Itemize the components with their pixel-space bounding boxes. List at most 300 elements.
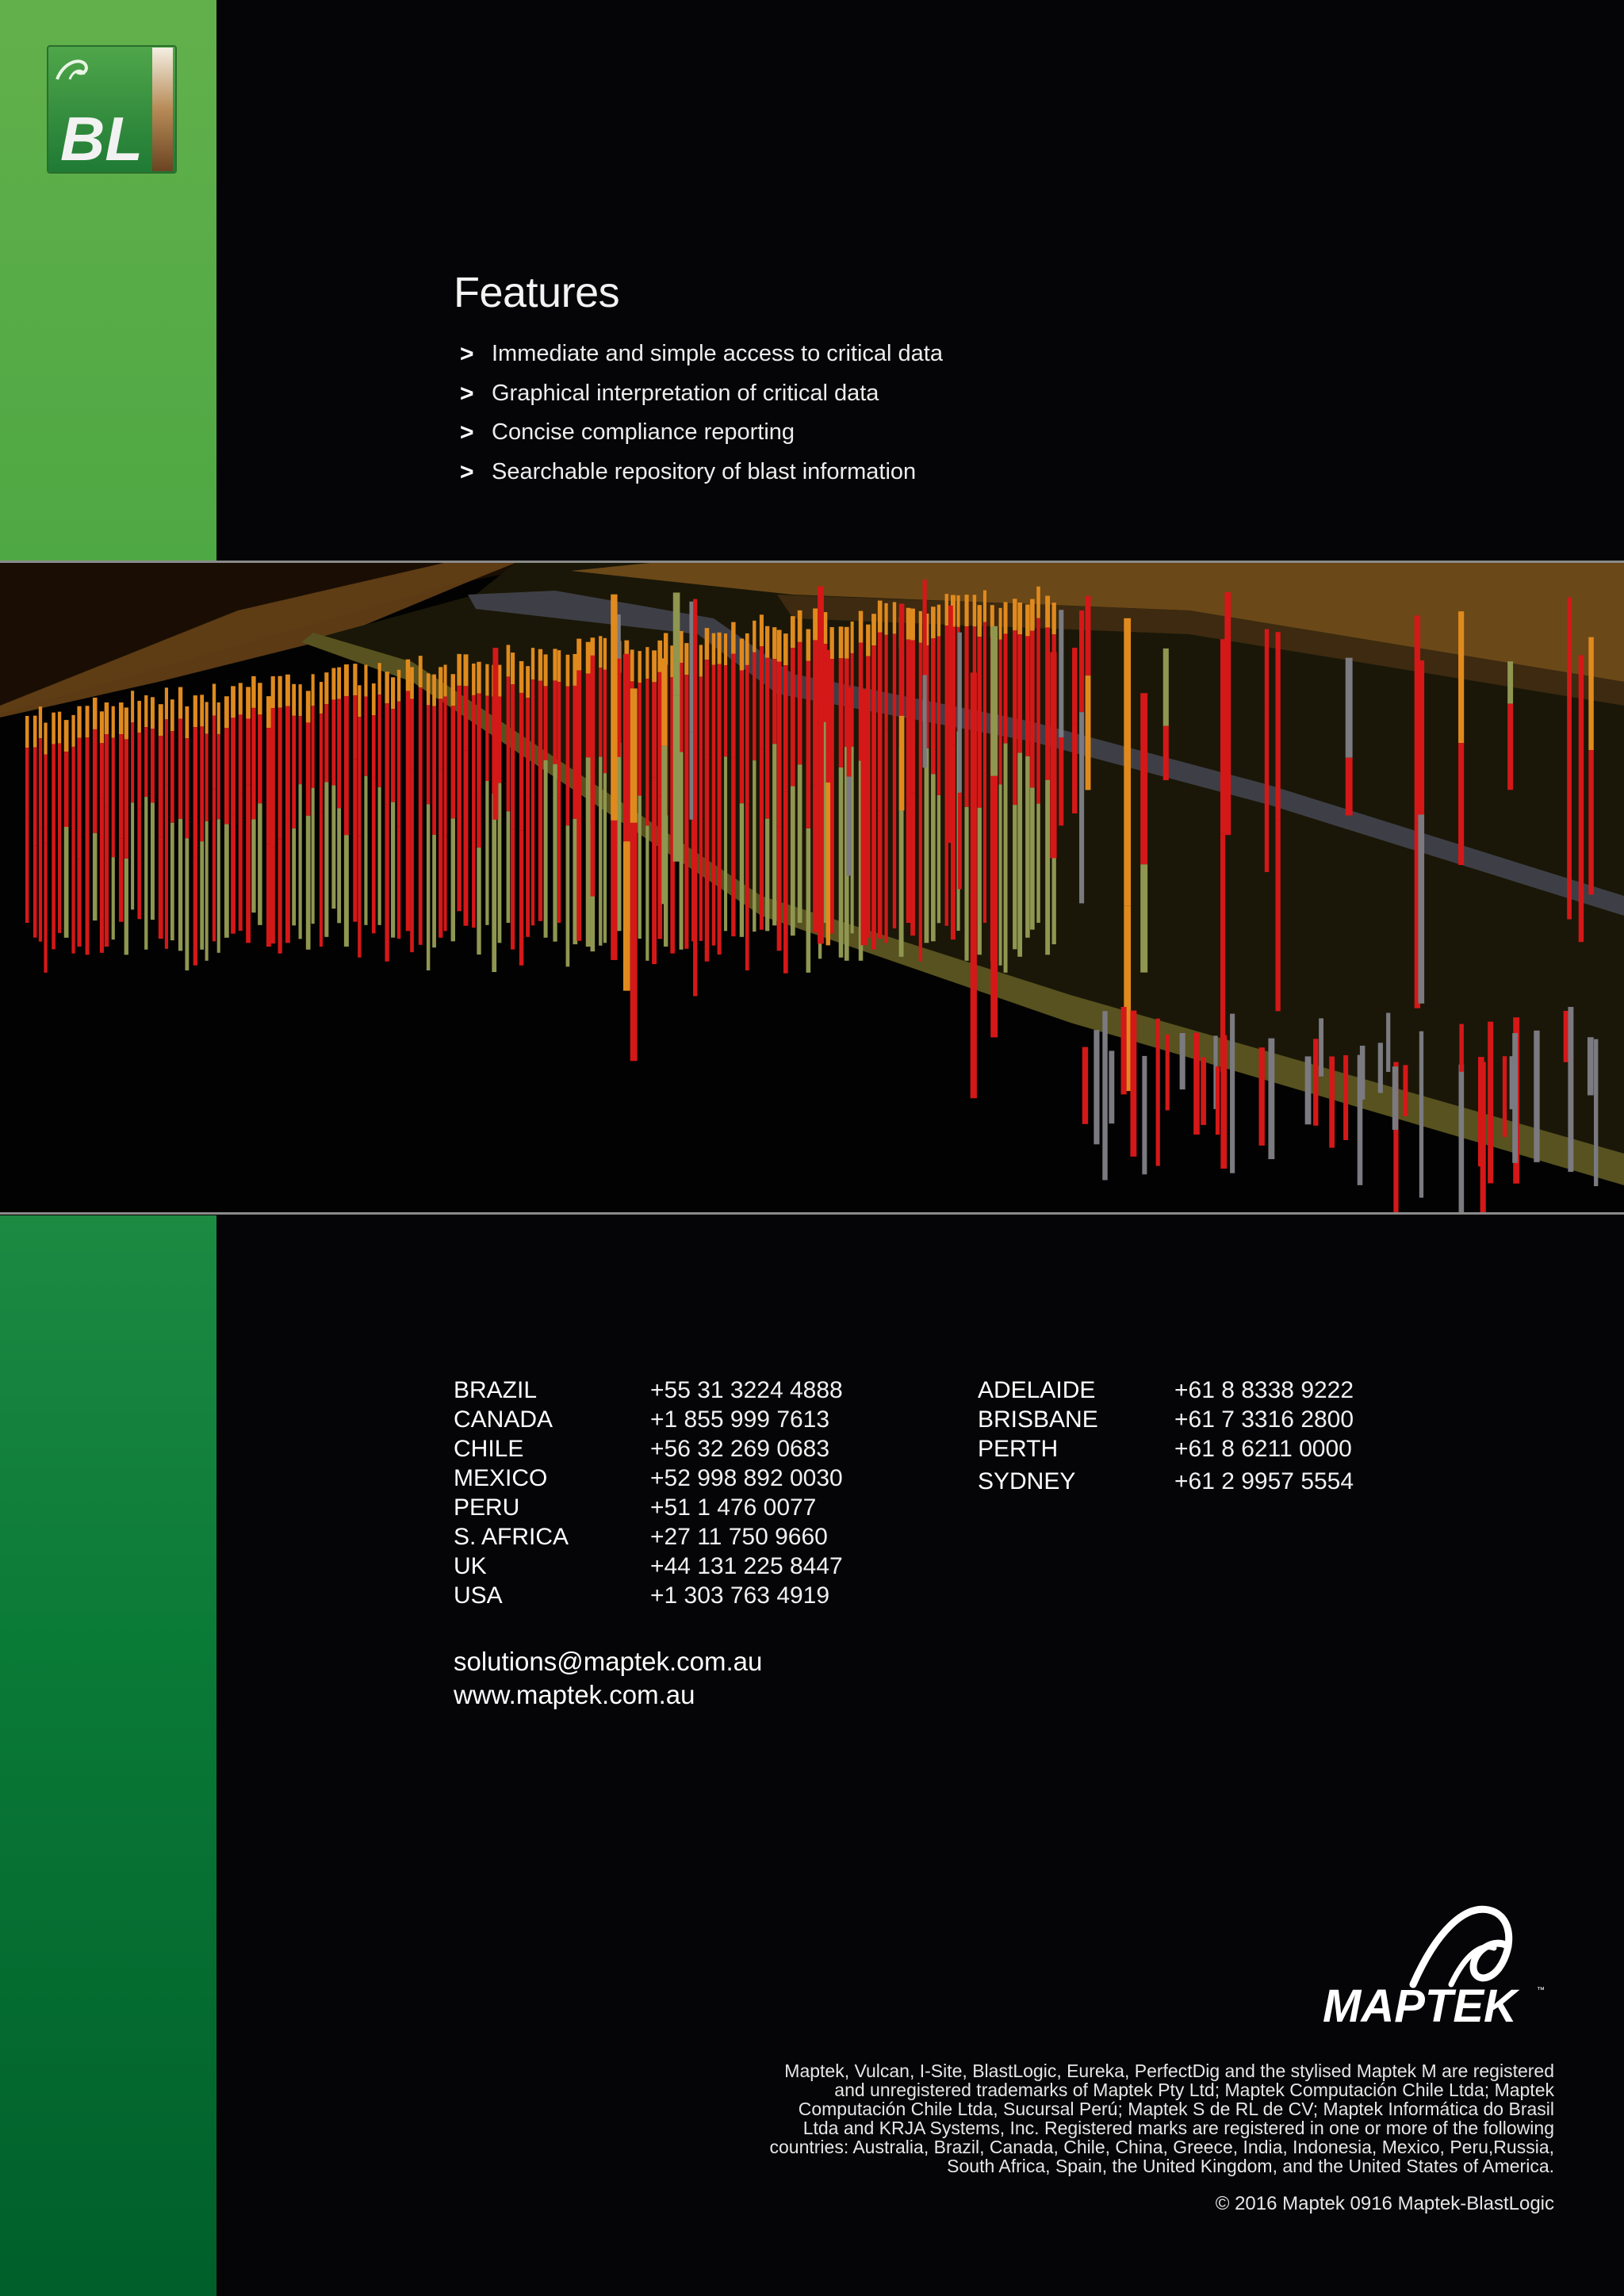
blast-hole-segment — [919, 611, 922, 643]
blast-hole-segment — [1392, 1066, 1399, 1130]
blast-hole-segment — [1459, 1065, 1465, 1212]
blast-hole-segment — [740, 803, 744, 936]
blast-hole-segment — [899, 716, 905, 810]
blast-hole-segment — [1224, 592, 1231, 751]
blast-hole-segment — [391, 802, 395, 938]
blast-hole-segment — [586, 757, 591, 947]
blast-hole-segment — [492, 794, 496, 972]
blast-hole-segment — [661, 746, 667, 905]
blast-hole-segment — [1313, 1039, 1318, 1125]
blast-hole-segment — [419, 817, 423, 944]
blast-hole-segment — [320, 682, 323, 714]
blast-hole-segment — [526, 797, 530, 937]
blast-hole-segment — [1036, 587, 1040, 618]
blast-hole-segment — [33, 716, 37, 748]
blast-hole-segment — [553, 764, 557, 942]
blast-hole-segment — [1025, 636, 1030, 756]
blast-hole-segment — [531, 648, 534, 679]
blast-hole-segment — [1072, 724, 1078, 813]
feature-item: > Searchable repository of blast information — [460, 453, 943, 492]
blast-hole-segment — [1017, 753, 1022, 957]
office-row: UK +44 131 225 8447 — [454, 1553, 843, 1579]
blast-hole-segment — [638, 683, 642, 796]
blast-hole-segment — [358, 717, 361, 836]
blast-hole-segment — [652, 778, 657, 964]
blast-hole-segment — [372, 715, 376, 777]
blast-hole-segment — [385, 804, 389, 961]
blast-hole-segment — [899, 603, 905, 715]
blast-hole-segment — [1180, 1033, 1185, 1089]
blast-hole-segment — [1036, 618, 1040, 804]
blast-hole-segment — [1079, 712, 1084, 903]
blast-hole-segment — [931, 638, 936, 774]
blast-hole-segment — [798, 642, 802, 764]
blast-hole-segment — [472, 794, 476, 928]
blast-hole-segment — [1305, 1056, 1312, 1124]
blast-hole-segment — [1265, 629, 1269, 705]
office-row: ADELAIDE +61 8 8338 9222 — [978, 1377, 1354, 1403]
blast-hole-segment — [159, 704, 163, 736]
blast-hole-segment — [331, 786, 335, 909]
blast-hole-segment — [432, 835, 436, 947]
blast-hole-segment — [112, 706, 115, 738]
blast-hole-segment — [1579, 773, 1584, 942]
blast-hole-segment — [285, 817, 290, 943]
blast-hole-segment — [1030, 631, 1035, 788]
blast-hole-segment — [847, 777, 852, 876]
blast-hole-segment — [1079, 610, 1084, 712]
blast-hole-segment — [419, 687, 423, 817]
blast-hole-segment — [246, 718, 251, 784]
blast-hole-segment — [712, 665, 716, 747]
blast-hole-segment — [170, 823, 174, 940]
blast-hole-segment — [427, 705, 430, 804]
svg-text:BL: BL — [60, 104, 143, 174]
blast-hole-segment — [531, 757, 534, 925]
blast-hole-segment — [958, 793, 962, 890]
blast-hole-segment — [397, 670, 400, 702]
blast-hole-segment — [772, 744, 776, 925]
blast-hole-segment — [745, 804, 749, 970]
blast-hole-segment — [1329, 1056, 1335, 1147]
blast-hole-segment — [119, 734, 124, 838]
blast-hole-segment — [205, 702, 209, 733]
blast-hole-segment — [1480, 1062, 1486, 1212]
blast-hole-segment — [485, 664, 488, 696]
blast-hole-segment — [1017, 603, 1022, 634]
blast-hole-segment — [77, 859, 81, 947]
blast-hole-segment — [71, 814, 75, 953]
blast-hole-segment — [86, 826, 90, 955]
blast-hole-segment — [829, 753, 833, 933]
blast-hole-segment — [278, 839, 282, 954]
blast-hole-segment — [945, 794, 948, 926]
blast-hole-segment — [224, 728, 229, 824]
blast-hole-segment — [100, 798, 104, 953]
blast-hole-segment — [1534, 1031, 1539, 1162]
blast-hole-segment — [772, 659, 776, 744]
blast-hole-segment — [137, 733, 141, 809]
blast-hole-segment — [224, 696, 229, 728]
blast-hole-segment — [511, 829, 515, 950]
features-title: Features — [454, 269, 620, 316]
blast-hole-segment — [1124, 618, 1131, 906]
blast-hole-segment — [1156, 1019, 1160, 1166]
blast-hole-segment — [1343, 1055, 1348, 1140]
blast-hole-segment — [603, 670, 607, 773]
blast-hole-segment — [306, 722, 311, 815]
blast-hole-segment — [312, 788, 315, 924]
blast-hole-segment — [1166, 1035, 1170, 1111]
blast-hole-segment — [200, 726, 204, 841]
blast-hole-segment — [1512, 1033, 1518, 1163]
blast-hole-segment — [337, 699, 341, 809]
blast-hole-segment — [131, 802, 134, 909]
blast-hole-segment — [185, 738, 189, 838]
blast-hole-segment — [652, 682, 657, 777]
blast-hole-segment — [231, 686, 236, 718]
office-row: S. AFRICA +27 11 750 9660 — [454, 1524, 828, 1550]
blast-hole-segment — [25, 748, 29, 816]
blast-hole-segment — [826, 783, 830, 945]
chevron-right-icon: > — [460, 419, 474, 446]
blast-hole-segment — [485, 696, 488, 781]
blast-hole-segment — [385, 672, 389, 703]
blast-hole-segment — [246, 687, 251, 718]
blast-hole-segment — [884, 603, 887, 635]
blast-hole-segment — [278, 708, 282, 839]
blast-hole-segment — [1045, 595, 1050, 627]
blast-hole-segment — [391, 709, 395, 802]
website-link[interactable]: www.maptek.com.au — [454, 1680, 695, 1709]
blast-hole-segment — [753, 760, 756, 932]
blast-hole-segment — [312, 674, 315, 706]
blast-hole-segment — [964, 595, 968, 626]
blast-hole-segment — [1193, 1033, 1200, 1135]
blast-hole-segment — [324, 704, 328, 782]
blast-hole-segment — [285, 706, 290, 817]
blast-hole-segment — [77, 738, 81, 859]
blast-hole-segment — [1216, 1066, 1220, 1135]
blast-hole-segment — [978, 808, 982, 955]
blast-hole-segment — [798, 610, 802, 642]
blast-hole-segment — [945, 626, 948, 794]
blast-hole-segment — [1220, 1035, 1227, 1169]
blast-hole-segment — [1588, 637, 1593, 750]
blast-hole-segment — [1045, 627, 1050, 779]
blast-hole-segment — [170, 731, 174, 823]
blast-hole-segment — [645, 825, 649, 960]
blast-hole-segment — [39, 706, 42, 738]
blast-hole-segment — [557, 798, 561, 923]
blast-hole-segment — [439, 698, 442, 769]
blast-hole-segment — [617, 743, 621, 931]
blast-hole-segment — [39, 738, 42, 828]
blast-hole-segment — [906, 804, 911, 923]
blast-hole-segment — [52, 807, 56, 949]
blast-hole-segment — [385, 703, 389, 804]
blast-hole-segment — [320, 811, 323, 947]
blast-hole-segment — [718, 664, 722, 768]
blast-hole-segment — [937, 637, 940, 795]
blast-hole-segment — [306, 691, 311, 722]
blast-hole-segment — [893, 633, 896, 717]
blast-hole-segment — [645, 679, 649, 825]
blast-hole-segment — [100, 711, 104, 743]
blast-hole-segment — [878, 601, 883, 633]
blast-hole-segment — [397, 702, 400, 827]
blast-hole-segment — [205, 733, 209, 821]
blast-hole-segment — [1579, 655, 1584, 773]
office-row: BRAZIL +55 31 3224 4888 — [454, 1377, 843, 1403]
blast-hole-segment — [1109, 1050, 1114, 1123]
blast-hole-segment — [806, 828, 811, 973]
blast-hole-segment — [239, 794, 243, 931]
blast-hole-segment — [818, 696, 824, 943]
blast-hole-segment — [472, 664, 476, 695]
blast-hole-segment — [526, 698, 530, 797]
blast-hole-segment — [611, 595, 617, 821]
blast-hole-segment — [178, 819, 182, 951]
blast-hole-segment — [937, 795, 940, 923]
blast-hole-segment — [239, 714, 243, 794]
blast-hole-segment — [956, 595, 959, 627]
blast-hole-segment — [839, 767, 844, 958]
blast-hole-segment — [119, 702, 124, 734]
green-sidebar-bottom — [0, 1215, 216, 2296]
blast-hole-segment — [25, 716, 29, 748]
blast-hole-segment — [861, 689, 868, 798]
blast-hole-segment — [576, 671, 581, 834]
blast-hole-segment — [753, 652, 756, 760]
blast-hole-segment — [231, 718, 236, 815]
blast-hole-segment — [630, 823, 638, 1061]
blast-hole-segment — [859, 611, 863, 643]
blast-hole-segment — [823, 612, 827, 644]
office-row: BRISBANE +61 7 3316 2800 — [978, 1406, 1354, 1433]
blast-hole-segment — [52, 744, 56, 808]
office-row: CHILE +56 32 269 0683 — [454, 1436, 830, 1462]
blast-hole-segment — [919, 815, 922, 962]
blast-visualization-image — [0, 561, 1624, 1215]
blast-hole-segment — [724, 665, 727, 756]
blast-hole-segment — [661, 658, 667, 745]
blast-hole-segment — [217, 819, 220, 952]
blast-hole-segment — [611, 821, 617, 960]
blast-hole-segment — [599, 636, 602, 668]
blast-hole-segment — [213, 790, 216, 942]
blast-hole-segment — [1130, 1011, 1136, 1157]
blast-hole-segment — [591, 656, 596, 750]
blast-hole-segment — [699, 645, 703, 676]
blast-hole-segment — [1507, 704, 1513, 790]
blast-hole-segment — [772, 627, 776, 659]
blast-hole-segment — [451, 674, 455, 706]
blast-hole-segment — [105, 702, 109, 734]
blast-hole-segment — [1030, 599, 1035, 631]
blast-hole-segment — [331, 668, 335, 700]
blast-hole-segment — [1102, 1011, 1107, 1180]
blast-hole-segment — [71, 715, 75, 747]
blast-hole-segment — [165, 784, 168, 948]
blast-hole-segment — [910, 641, 915, 794]
blast-hole-segment — [457, 811, 461, 911]
blast-hole-segment — [492, 763, 498, 820]
office-row: PERTH +61 8 6211 0000 — [978, 1436, 1352, 1462]
blast-hole-segment — [871, 645, 876, 778]
blast-hole-segment — [718, 633, 722, 664]
blast-hole-segment — [251, 819, 255, 913]
blast-hole-segment — [978, 637, 982, 808]
blast-hole-segment — [1594, 1039, 1598, 1186]
blast-hole-segment — [1419, 1031, 1423, 1198]
blast-hole-segment — [410, 698, 414, 769]
blast-hole-segment — [58, 840, 61, 933]
blast-hole-segment — [200, 695, 204, 726]
blast-hole-segment — [673, 695, 680, 862]
blast-hole-segment — [839, 626, 844, 658]
blast-hole-segment — [299, 684, 302, 716]
blast-hole-segment — [1142, 1056, 1147, 1174]
email-link[interactable]: solutions@maptek.com.au — [454, 1647, 763, 1676]
blast-hole-segment — [344, 696, 349, 835]
blast-hole-segment — [861, 798, 868, 945]
blast-hole-segment — [93, 698, 98, 729]
blast-hole-segment — [973, 595, 976, 626]
blast-hole-segment — [884, 729, 887, 943]
blast-hole-segment — [406, 691, 411, 760]
blast-hole-segment — [599, 668, 602, 756]
blast-hole-segment — [798, 764, 802, 923]
blast-hole-segment — [1030, 788, 1035, 930]
blast-hole-segment — [292, 716, 296, 828]
blast-hole-segment — [893, 602, 896, 633]
blast-hole-segment — [712, 747, 716, 946]
blast-hole-segment — [159, 736, 163, 836]
chevron-right-icon: > — [460, 458, 474, 485]
office-row: PERU +51 1 476 0077 — [454, 1494, 817, 1521]
blast-hole-segment — [112, 738, 115, 858]
blast-hole-segment — [760, 646, 764, 748]
blast-hole-segment — [1488, 1022, 1493, 1184]
blast-hole-segment — [266, 728, 271, 844]
blast-hole-segment — [1082, 1047, 1088, 1124]
blast-hole-segment — [765, 819, 769, 932]
offices-list-australia — [978, 1376, 1354, 1496]
blast-hole-segment — [364, 697, 367, 776]
blast-hole-segment — [1025, 604, 1030, 636]
maptek-logo — [1318, 1899, 1556, 2026]
blast-hole-segment — [1459, 1024, 1463, 1072]
blast-hole-segment — [1220, 639, 1225, 834]
blast-hole-segment — [519, 693, 523, 830]
blast-hole-segment — [1201, 1058, 1206, 1125]
blast-hole-segment — [630, 649, 634, 681]
blast-hole-segment — [538, 759, 542, 921]
blast-hole-segment — [39, 828, 42, 942]
blast-hole-segment — [906, 608, 911, 640]
blast-hole-segment — [576, 833, 581, 940]
blast-hole-segment — [258, 803, 262, 924]
blast-hole-segment — [999, 784, 1002, 965]
blast-hole-segment — [777, 827, 782, 951]
blast-hole-segment — [684, 675, 688, 773]
blast-hole-segment — [278, 676, 282, 708]
blast-hole-segment — [586, 674, 591, 758]
blast-hole-segment — [971, 672, 977, 968]
blast-hole-segment — [463, 686, 468, 750]
blast-hole-segment — [64, 752, 69, 827]
blast-hole-segment — [878, 633, 883, 811]
blast-hole-segment — [1346, 758, 1353, 816]
blast-hole-segment — [783, 791, 788, 973]
blast-hole-segment — [538, 681, 542, 759]
blast-hole-segment — [586, 642, 591, 674]
blast-hole-segment — [306, 816, 311, 950]
blast-hole-segment — [439, 769, 442, 938]
blast-hole-segment — [818, 587, 824, 697]
blast-hole-segment — [258, 714, 262, 803]
blast-hole-segment — [557, 650, 561, 682]
blast-hole-segment — [526, 666, 530, 698]
blast-hole-segment — [740, 639, 744, 671]
blast-hole-segment — [337, 808, 341, 923]
blast-hole-segment — [906, 640, 911, 804]
blast-hole-segment — [964, 626, 968, 807]
blast-hole-segment — [829, 627, 833, 659]
blast-hole-segment — [1588, 1037, 1594, 1095]
blast-hole-segment — [652, 650, 657, 682]
blast-hole-segment — [1086, 675, 1091, 790]
blast-hole-segment — [427, 804, 430, 970]
blast-hole-segment — [544, 686, 548, 760]
blast-hole-segment — [724, 633, 727, 665]
blast-hole-segment — [638, 651, 642, 683]
blast-hole-segment — [705, 754, 710, 961]
blast-hole-segment — [1265, 705, 1269, 872]
blast-hole-segment — [978, 605, 982, 637]
blast-hole-segment — [353, 695, 357, 759]
blast-hole-segment — [77, 706, 81, 738]
blast-hole-segment — [165, 719, 168, 784]
blast-hole-segment — [1094, 1030, 1099, 1144]
blast-hole-segment — [760, 748, 764, 930]
blast-hole-segment — [705, 628, 710, 660]
blast-hole-segment — [159, 836, 163, 939]
blast-hole-segment — [699, 676, 703, 749]
blast-hole-segment — [544, 760, 548, 938]
blast-hole-segment — [312, 706, 315, 787]
blast-hole-segment — [1059, 610, 1063, 737]
blast-hole-segment — [948, 606, 953, 740]
blast-hole-segment — [239, 683, 243, 714]
blast-hole-segment — [806, 629, 811, 661]
blast-hole-segment — [893, 717, 896, 928]
blast-hole-segment — [1004, 602, 1008, 633]
blast-hole-segment — [472, 695, 476, 794]
legal-notice: Maptek, Vulcan, I-Site, BlastLogic, Eureka, PerfectDig and the stylised Maptek M are registered and unregistered trademarks of Maptek Pty Ltd; Maptek Computación Chile Ltda; Maptek Computación Chile Ltda, Sucursal Perú; Maptek S de RL de CV; Maptek Informática do Brasil Ltda and KRJA Systems, Inc. Registered marks are registered in one or more of the following countries: Australia, Brazil, Canada, Chile, China, Greece, India, Indonesia, Mexico, Peru,Russia, South Africa, Spain, the United Kingdom, and the United States of America. — [769, 2061, 1554, 2176]
blast-hole-segment — [745, 633, 749, 665]
blast-hole-segment — [391, 677, 395, 709]
blast-hole-segment — [131, 691, 134, 722]
blast-hole-segment — [964, 807, 968, 961]
blast-hole-segment — [699, 750, 703, 941]
blast-hole-segment — [1163, 726, 1169, 780]
blast-hole-segment — [603, 638, 607, 670]
blast-hole-segment — [337, 668, 341, 699]
svg-text:™: ™ — [1537, 1986, 1545, 1995]
chevron-right-icon: > — [460, 380, 474, 407]
